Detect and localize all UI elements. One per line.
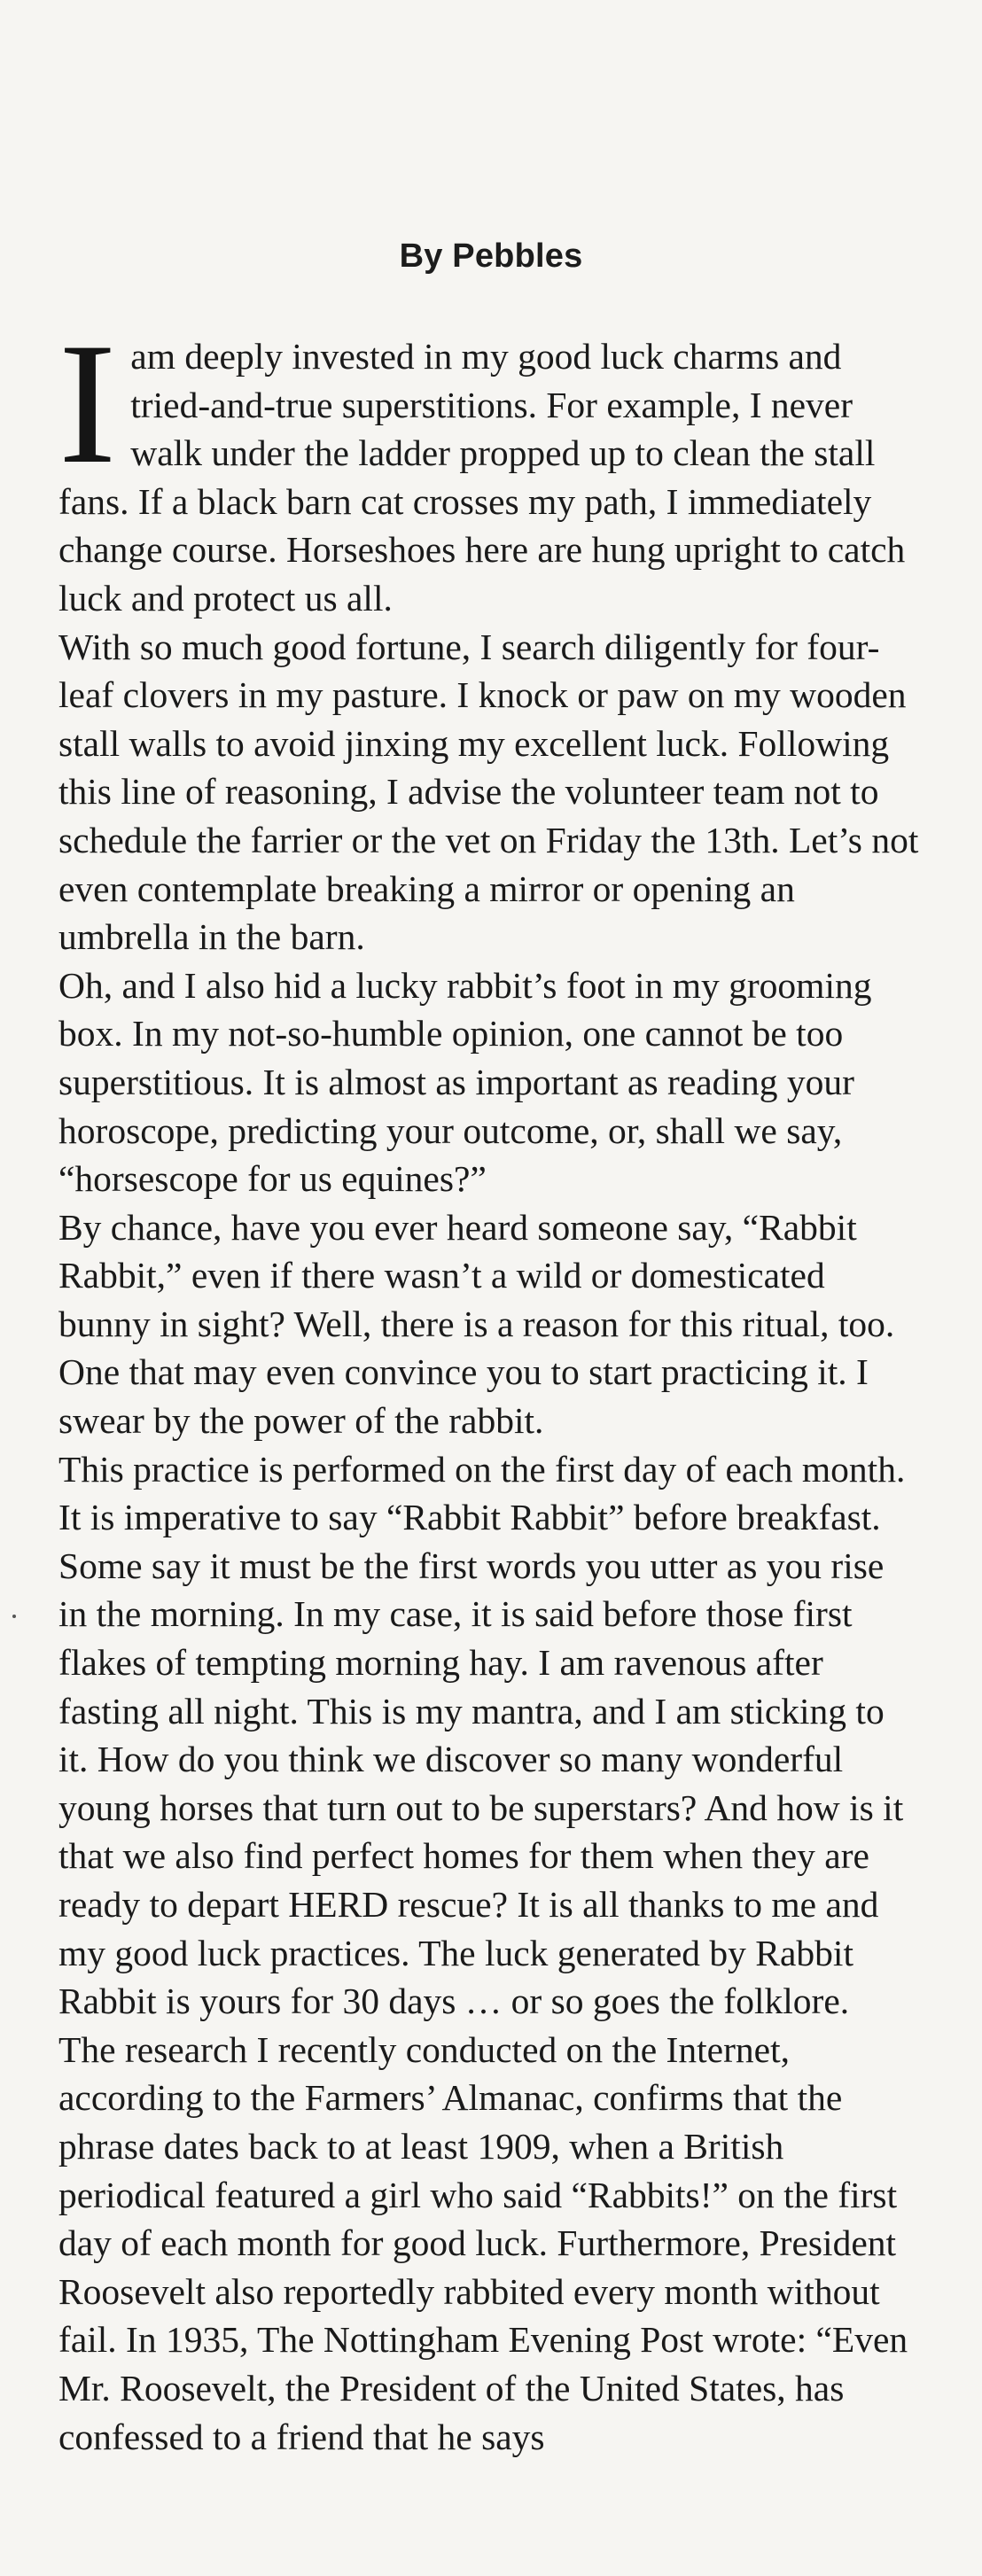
article-paragraph-1	[58, 307, 920, 623]
article-paragraph-4: By chance, have you ever heard someone say, “Rabbit Rabbit,” even if there wasn’t a wild or domesticated bunny in sight? Well, there is a reason for this ritual, too. One that may even convince you to start practicing it. I swear by the power of the rabbit.	[58, 1206, 895, 1442]
article-body	[58, 307, 920, 2461]
article-paragraph-5: This practice is performed on the first day of each month. It is imperative to say “Rabbit Rabbit” before breakfast. Some say it must be the first words you utter as you rise in the morning. In my case, it is said before those first flakes of tempting morning hay. I am ravenous after fasting all night. This is my mantra, and I am sticking to it. How do you think we discover so many wonderful young horses that turn out to be superstars? And how is it that we also find perfect homes for them when they are ready to depart HERD rescue? It is all thanks to me and my good luck practices. The luck generated by Rabbit Rabbit is yours for 30 days … or so goes the folklore.	[58, 1448, 906, 2022]
paragraph-1-text: am deeply invested in my good luck charms and tried-and-true superstitions. For example, I never walk under the ladder propped up to clean the stall fans. If a black barn cat crosses my path, I immediately change course. Horseshoes here are hung upright to catch luck and protect us all.	[58, 336, 906, 619]
article-paragraph-2: With so much good fortune, I search diligently for four-leaf clovers in my pasture. I knock or paw on my wooden stall walls to avoid jinxing my excellent luck. Following this line of reasoning, I advise the volunteer team not to schedule the farrier or the vet on Friday the 13th. Let’s not even contemplate breaking a mirror or opening an umbrella in the barn.	[58, 626, 919, 958]
byline: By Pebbles	[399, 237, 583, 275]
drop-cap: I	[58, 307, 117, 500]
article-paragraph-3: Oh, and I also hid a lucky rabbit’s foot in my grooming box. In my not-so-humble opinion, one cannot be too superstitious. It is almost as important as reading your horoscope, predicting your outcome, or, shall we say, “horsescope for us equines?”	[58, 964, 872, 1200]
paper-speck	[12, 1615, 16, 1618]
article-paragraph-6: The research I recently conducted on the Internet, according to the Farmers’ Almanac, confirms that the phrase dates back to at least 1909, when a British periodical featured a girl who said “Rabbits!” on the first day of each month for good luck. Furthermore, President Roosevelt also reportedly rabbited every month without fail. In 1935, The Nottingham Evening Post wrote: “Even Mr. Roosevelt, the President of the United States, has confessed to a friend that he says	[58, 2028, 908, 2457]
